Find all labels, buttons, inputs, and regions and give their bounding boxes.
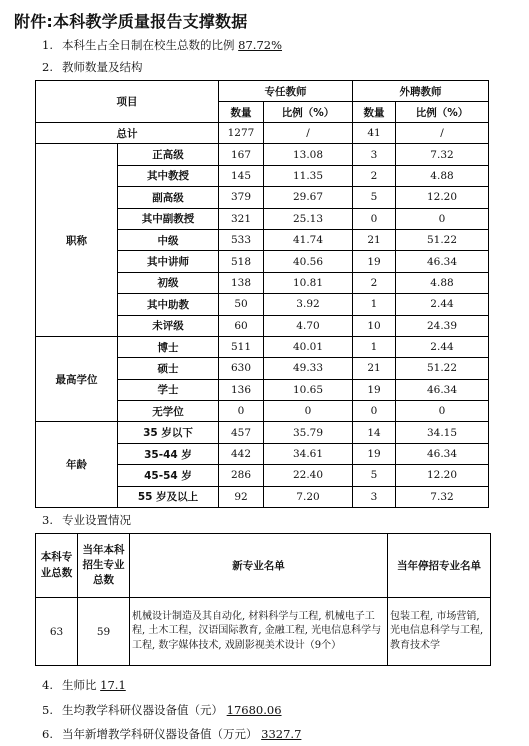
item-6-number: 6. xyxy=(42,727,53,741)
major-setting-table xyxy=(35,533,491,666)
group-label: 职称 xyxy=(36,144,118,337)
major-total-value: 63 xyxy=(36,598,78,666)
ex-ratio: 0 xyxy=(396,208,489,229)
item-4-label: 生师比 xyxy=(62,678,97,692)
page-title: 附件:本科教学质量报告支撑数据 xyxy=(14,12,248,31)
ex-ratio: 34.15 xyxy=(396,422,489,443)
major-header-stopped: 当年停招专业名单 xyxy=(388,534,491,598)
ex-count: 0 xyxy=(353,401,396,422)
ft-count: 136 xyxy=(219,379,264,400)
header-item: 项目 xyxy=(36,81,219,123)
ex-ratio: 51.22 xyxy=(396,229,489,250)
ft-count: 145 xyxy=(219,165,264,186)
ex-ratio: 2.44 xyxy=(396,294,489,315)
row-label: 初级 xyxy=(118,272,219,293)
row-label: 正高级 xyxy=(118,144,219,165)
ex-ratio: 7.32 xyxy=(396,486,489,507)
row-label: 学士 xyxy=(118,379,219,400)
item-6 xyxy=(42,726,301,742)
ex-count: 3 xyxy=(353,144,396,165)
row-label: 未评级 xyxy=(118,315,219,336)
item-2 xyxy=(42,59,143,75)
ex-ratio: 12.20 xyxy=(396,187,489,208)
row-label: 55 岁及以上 xyxy=(118,486,219,507)
major-data-row xyxy=(36,598,491,666)
header-ft-count: 数量 xyxy=(219,102,264,123)
item-6-label: 当年新增教学科研仪器设备值（万元） xyxy=(62,727,258,741)
ft-ratio: 10.65 xyxy=(264,379,353,400)
group-label: 最高学位 xyxy=(36,336,118,422)
teacher-structure-table xyxy=(35,80,489,508)
ft-count: 321 xyxy=(219,208,264,229)
ex-ratio: 46.34 xyxy=(396,379,489,400)
ex-ratio: 51.22 xyxy=(396,358,489,379)
total-ft-count: 1277 xyxy=(219,123,264,144)
header-external-teachers: 外聘教师 xyxy=(353,81,489,102)
ex-count: 19 xyxy=(353,379,396,400)
row-label: 45-54 岁 xyxy=(118,465,219,486)
ft-ratio: 35.79 xyxy=(264,422,353,443)
item-4-value: 17.1 xyxy=(100,678,126,692)
table-row xyxy=(36,422,489,443)
teacher-table-body xyxy=(36,81,489,508)
header-ex-count: 数量 xyxy=(353,102,396,123)
row-label: 其中副教授 xyxy=(118,208,219,229)
item-1-label: 本科生占全日制在校生总数的比例 xyxy=(62,38,235,52)
item-5-number: 5. xyxy=(42,703,53,717)
item-2-number: 2. xyxy=(42,60,53,74)
ft-ratio: 7.20 xyxy=(264,486,353,507)
table-row xyxy=(36,144,489,165)
ft-count: 138 xyxy=(219,272,264,293)
row-label: 其中助教 xyxy=(118,294,219,315)
ex-count: 1 xyxy=(353,294,396,315)
ft-ratio: 3.92 xyxy=(264,294,353,315)
ft-ratio: 13.08 xyxy=(264,144,353,165)
ex-ratio: 7.32 xyxy=(396,144,489,165)
ft-ratio: 40.56 xyxy=(264,251,353,272)
row-label: 硕士 xyxy=(118,358,219,379)
ft-count: 167 xyxy=(219,144,264,165)
header-fulltime-teachers: 专任教师 xyxy=(219,81,353,102)
ft-count: 0 xyxy=(219,401,264,422)
ft-count: 533 xyxy=(219,229,264,250)
ex-ratio: 4.88 xyxy=(396,272,489,293)
header-ft-ratio: 比例（%） xyxy=(264,102,353,123)
major-header-enrolling: 当年本科招生专业总数 xyxy=(78,534,130,598)
ex-ratio: 0 xyxy=(396,401,489,422)
new-majors-list: 机械设计制造及其自动化, 材料科学与工程, 机械电子工程, 土木工程，汉语国际教育, 金融工程, 光电信息科学与工程, 数字媒体技术, 戏剧影视美术设计（9个） xyxy=(130,598,388,666)
ex-count: 5 xyxy=(353,187,396,208)
item-4 xyxy=(42,677,126,693)
total-ex-count: 41 xyxy=(353,123,396,144)
total-row xyxy=(36,123,489,144)
row-label: 中级 xyxy=(118,229,219,250)
major-enrolling-value: 59 xyxy=(78,598,130,666)
total-ex-ratio: / xyxy=(396,123,489,144)
ex-count: 1 xyxy=(353,336,396,357)
ex-count: 3 xyxy=(353,486,396,507)
table-row xyxy=(36,336,489,357)
item-3 xyxy=(42,512,131,528)
ft-ratio: 29.67 xyxy=(264,187,353,208)
item-5 xyxy=(42,702,282,718)
ft-count: 630 xyxy=(219,358,264,379)
ex-count: 19 xyxy=(353,251,396,272)
ex-count: 19 xyxy=(353,443,396,464)
row-label: 副高级 xyxy=(118,187,219,208)
item-6-value: 3327.7 xyxy=(261,727,302,741)
ft-ratio: 22.40 xyxy=(264,465,353,486)
ft-ratio: 40.01 xyxy=(264,336,353,357)
major-header-new: 新专业名单 xyxy=(130,534,388,598)
ft-ratio: 10.81 xyxy=(264,272,353,293)
teacher-header-row-1 xyxy=(36,81,489,102)
ex-ratio: 12.20 xyxy=(396,465,489,486)
item-1-number: 1. xyxy=(42,38,53,52)
major-header-total: 本科专业总数 xyxy=(36,534,78,598)
item-2-label: 教师数量及结构 xyxy=(62,60,143,74)
item-5-value: 17680.06 xyxy=(226,703,282,717)
row-label: 其中讲师 xyxy=(118,251,219,272)
item-5-label: 生均教学科研仪器设备值（元） xyxy=(62,703,223,717)
header-ex-ratio: 比例（%） xyxy=(396,102,489,123)
ex-count: 21 xyxy=(353,229,396,250)
ft-count: 379 xyxy=(219,187,264,208)
ft-count: 50 xyxy=(219,294,264,315)
ft-ratio: 4.70 xyxy=(264,315,353,336)
item-1-value: 87.72% xyxy=(238,38,283,52)
ex-ratio: 4.88 xyxy=(396,165,489,186)
group-label: 年龄 xyxy=(36,422,118,508)
ex-count: 0 xyxy=(353,208,396,229)
ft-ratio: 25.13 xyxy=(264,208,353,229)
total-ft-ratio: / xyxy=(264,123,353,144)
ft-count: 442 xyxy=(219,443,264,464)
ft-count: 286 xyxy=(219,465,264,486)
item-4-number: 4. xyxy=(42,678,53,692)
ft-ratio: 34.61 xyxy=(264,443,353,464)
ex-count: 2 xyxy=(353,272,396,293)
ft-ratio: 49.33 xyxy=(264,358,353,379)
ex-ratio: 24.39 xyxy=(396,315,489,336)
row-label: 无学位 xyxy=(118,401,219,422)
row-label: 其中教授 xyxy=(118,165,219,186)
ft-ratio: 41.74 xyxy=(264,229,353,250)
ex-count: 10 xyxy=(353,315,396,336)
major-header-row xyxy=(36,534,491,598)
ex-count: 2 xyxy=(353,165,396,186)
stopped-majors-list: 包装工程, 市场营销, 光电信息科学与工程, 教育技术学 xyxy=(388,598,491,666)
ft-count: 92 xyxy=(219,486,264,507)
ex-count: 14 xyxy=(353,422,396,443)
ex-ratio: 2.44 xyxy=(396,336,489,357)
ex-ratio: 46.34 xyxy=(396,251,489,272)
ex-ratio: 46.34 xyxy=(396,443,489,464)
ft-count: 511 xyxy=(219,336,264,357)
ft-count: 518 xyxy=(219,251,264,272)
ft-count: 457 xyxy=(219,422,264,443)
ex-count: 5 xyxy=(353,465,396,486)
item-3-number: 3. xyxy=(42,513,53,527)
row-label: 博士 xyxy=(118,336,219,357)
item-1 xyxy=(42,37,282,53)
row-label: 35 岁以下 xyxy=(118,422,219,443)
row-label: 35-44 岁 xyxy=(118,443,219,464)
ft-ratio: 11.35 xyxy=(264,165,353,186)
total-label: 总计 xyxy=(36,123,219,144)
ft-ratio: 0 xyxy=(264,401,353,422)
ft-count: 60 xyxy=(219,315,264,336)
ex-count: 21 xyxy=(353,358,396,379)
item-3-label: 专业设置情况 xyxy=(62,513,131,527)
